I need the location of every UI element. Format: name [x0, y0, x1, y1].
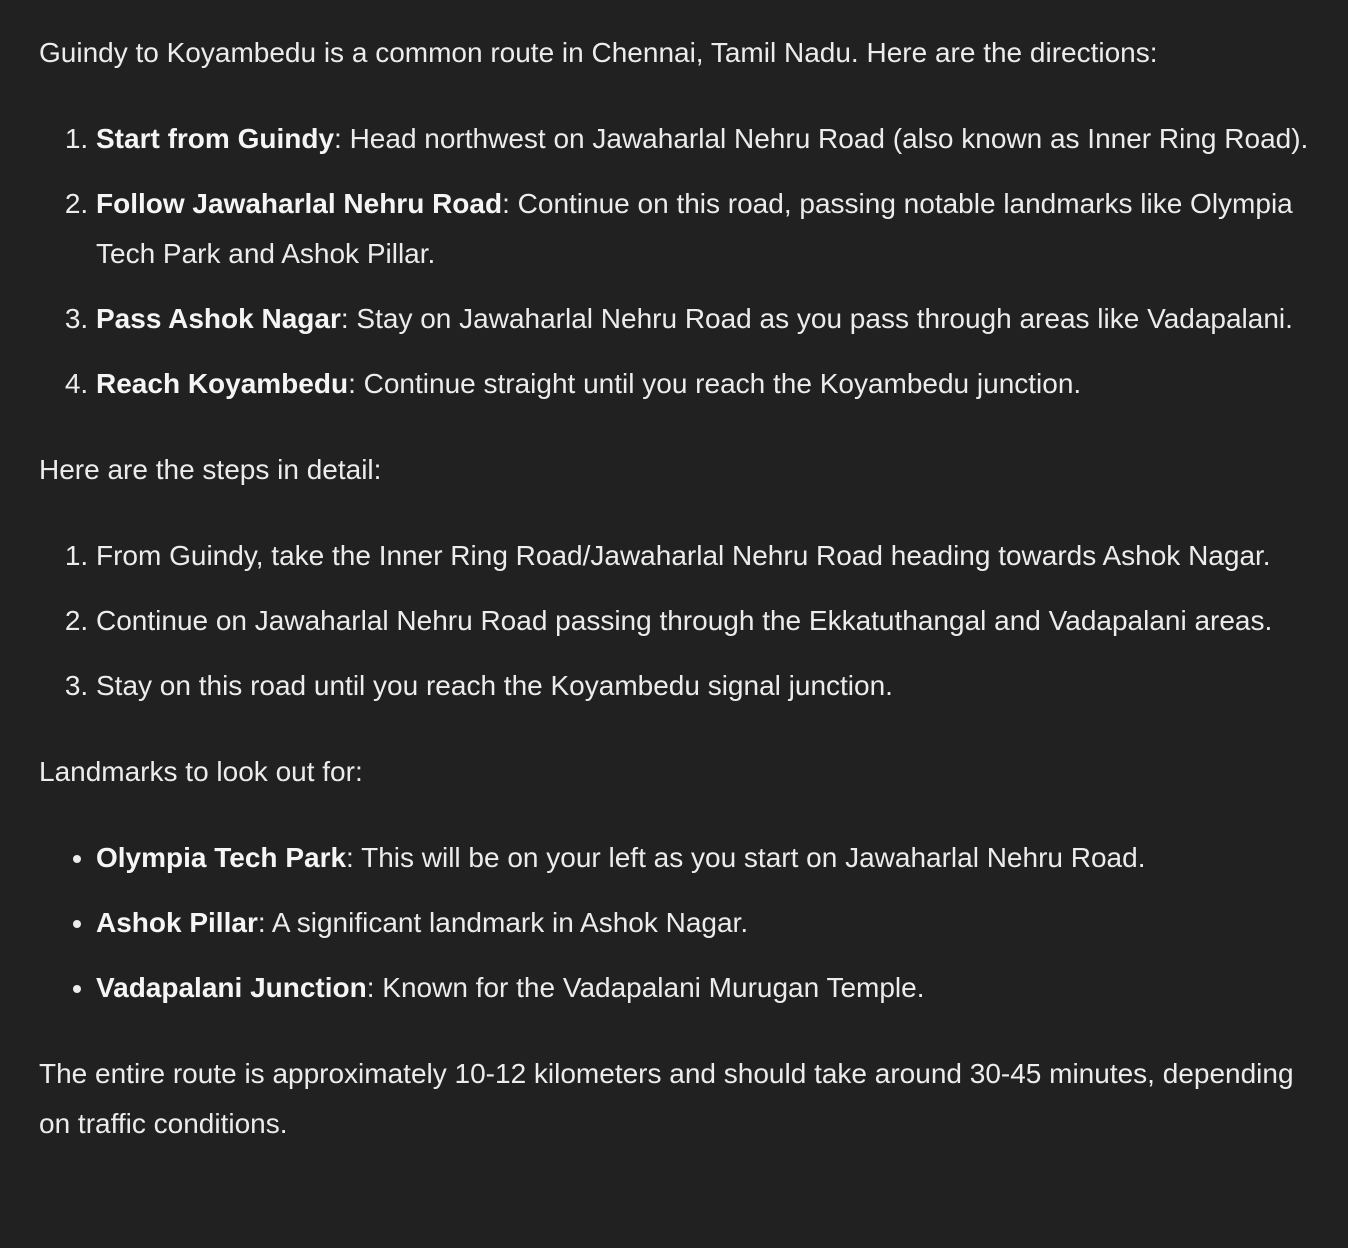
landmarks-item-text: : This will be on your left as you start on Jawaharlal Nehru Road.	[346, 842, 1146, 873]
steps-item: 1. From Guindy, take the Inner Ring Road/Jawaharlal Nehru Road heading towards Ashok Nagar.	[96, 531, 1329, 581]
intro-paragraph: Guindy to Koyambedu is a common route in Chennai, Tamil Nadu. Here are the directions:	[39, 37, 1158, 68]
directions-item-text: : Continue on this road, passing notable landmarks like Olympia Tech Park and Ashok Pillar.	[96, 188, 1293, 269]
landmarks-item-text: : Known for the Vadapalani Murugan Temple.	[366, 972, 925, 1003]
directions-item	[96, 179, 1329, 279]
directions-item-title: Follow Jawaharlal Nehru Road	[96, 188, 503, 219]
steps-item: 3. Stay on this road until you reach the Koyambedu signal junction.	[96, 661, 1329, 711]
directions-item-text: : Continue straight until you reach the Koyambedu junction.	[348, 368, 1082, 399]
landmarks-item	[96, 963, 1329, 1013]
directions-item-title: Reach Koyambedu	[96, 368, 349, 399]
steps-heading: Here are the steps in detail:	[39, 454, 382, 485]
landmarks-item-title: Ashok Pillar	[96, 907, 258, 938]
landmarks-list	[39, 833, 1329, 1013]
directions-item	[96, 359, 1329, 409]
steps-item: 2. Continue on Jawaharlal Nehru Road passing through the Ekkatuthangal and Vadapalani areas.	[96, 596, 1329, 646]
directions-item-title: Start from Guindy	[96, 123, 335, 154]
directions-item-text: : Stay on Jawaharlal Nehru Road as you pass through areas like Vadapalani.	[340, 303, 1293, 334]
directions-item-title: Pass Ashok Nagar	[96, 303, 341, 334]
landmarks-item	[96, 833, 1329, 883]
directions-list	[39, 114, 1329, 409]
directions-item	[96, 294, 1329, 344]
steps-list	[39, 531, 1329, 711]
landmarks-item	[96, 898, 1329, 948]
directions-item-text: : Head northwest on Jawaharlal Nehru Road (also known as Inner Ring Road).	[334, 123, 1309, 154]
summary-paragraph: The entire route is approximately 10-12 kilometers and should take around 30-45 minutes, depending on traffic conditions.	[39, 1058, 1294, 1139]
landmarks-item-text: : A significant landmark in Ashok Nagar.	[257, 907, 749, 938]
landmarks-item-title: Olympia Tech Park	[96, 842, 347, 873]
landmarks-item-title: Vadapalani Junction	[96, 972, 367, 1003]
landmarks-heading: Landmarks to look out for:	[39, 756, 363, 787]
directions-item	[96, 114, 1329, 164]
